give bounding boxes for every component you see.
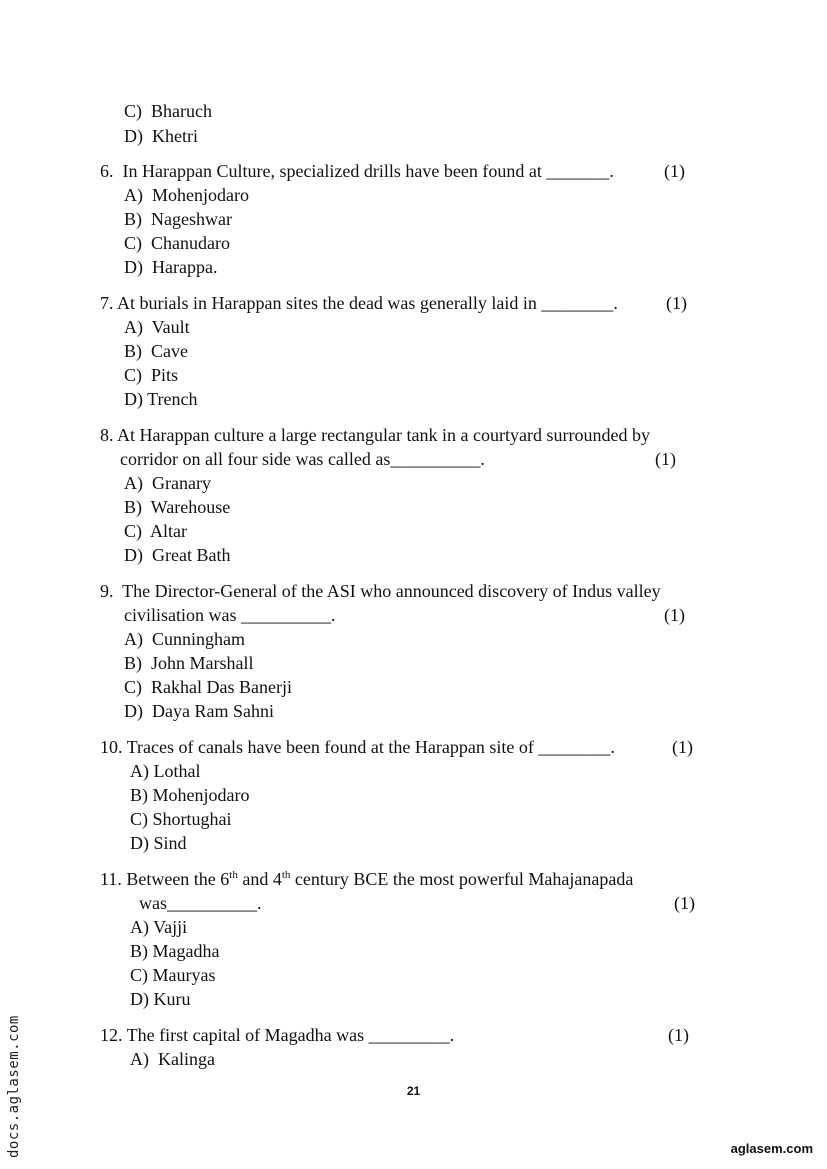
option-c: C) Rakhal Das Banerji [124,677,292,697]
option-a: A) Vault [124,317,190,337]
option-d: D) Kuru [130,989,191,1009]
option-b: B) Cave [124,341,188,361]
option-d: D) Daya Ram Sahni [124,701,274,721]
question-8-line-2: corridor on all four side was called as__________. [120,449,485,469]
option-a: A) Vajji [130,917,188,937]
option-d: D) Sind [130,833,187,853]
question-6: 6. In Harappan Culture, specialized drills have been found at _______. [100,161,614,181]
side-watermark: docs.aglasem.com [6,1015,22,1158]
option-c: C) Shortughai [130,809,232,829]
question-10: 10. Traces of canals have been found at the Harappan site of ________. [100,737,615,757]
option-c: C) Altar [124,521,187,541]
question-11-line-2: was__________. [139,893,262,913]
option-c: C) Bharuch [124,101,212,121]
marks: (1) [672,737,693,757]
option-b: B) Nageshwar [124,209,232,229]
question-12: 12. The first capital of Magadha was _________. [100,1025,455,1045]
question-7: 7. At burials in Harappan sites the dead was generally laid in ________. [100,293,618,313]
footer-brand: aglasem.com [730,1141,813,1156]
question-8: 8. At Harappan culture a large rectangular tank in a courtyard surrounded by [100,425,650,445]
marks: (1) [668,1025,689,1045]
marks: (1) [674,893,695,913]
page-number: 21 [406,1084,421,1098]
option-a: A) Mohenjodaro [124,185,249,205]
question-9-line-2: civilisation was __________. [124,605,336,625]
marks: (1) [655,449,676,469]
option-c: C) Chanudaro [124,233,230,253]
option-d: D) Great Bath [124,545,231,565]
option-b: B) Magadha [130,941,220,961]
option-b: B) Warehouse [124,497,231,517]
option-a: A) Cunningham [124,629,245,649]
option-d: D) Harappa. [124,257,218,277]
option-a: A) Granary [124,473,211,493]
question-9: 9. The Director-General of the ASI who announced discovery of Indus valley [100,581,661,601]
option-b: B) John Marshall [124,653,254,673]
option-a: A) Kalinga [130,1049,215,1069]
question-11: 11. Between the 6th and 4th century BCE the most powerful Mahajanapada [100,869,634,889]
option-c: C) Pits [124,365,179,385]
marks: (1) [664,605,685,625]
option-c: C) Mauryas [130,965,216,985]
option-d: D) Khetri [124,126,198,146]
marks: (1) [666,293,687,313]
marks: (1) [664,161,685,181]
option-b: B) Mohenjodaro [130,785,250,805]
option-a: A) Lothal [130,761,201,781]
option-d: D) Trench [124,389,198,409]
